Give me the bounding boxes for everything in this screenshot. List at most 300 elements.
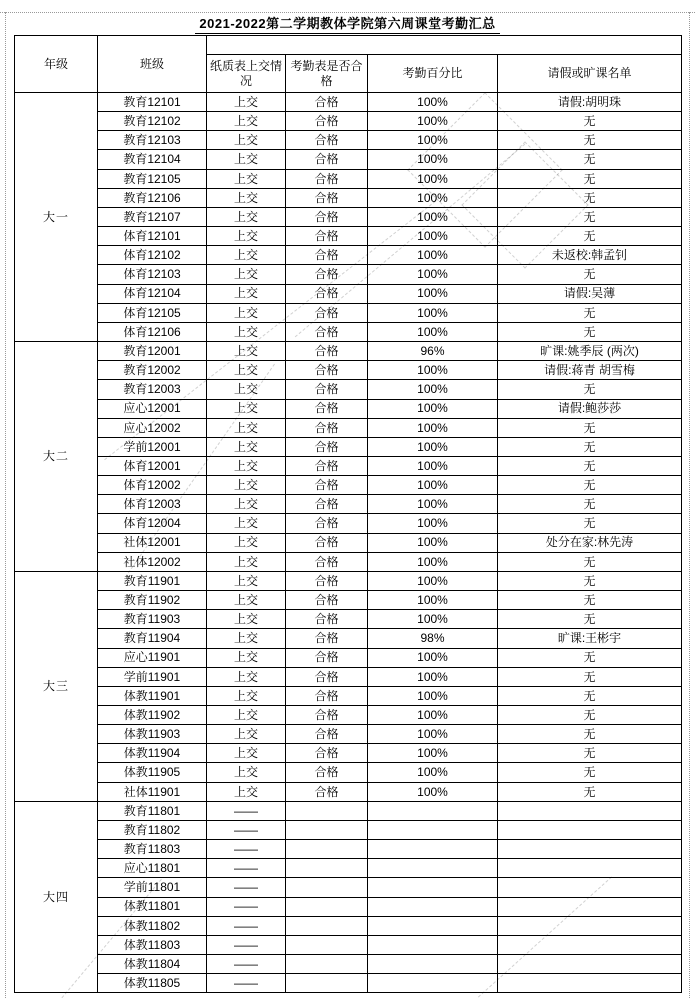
cell-paper-submission: 上交 <box>207 744 286 763</box>
table-row <box>15 380 682 399</box>
cell-percentage: 100% <box>368 361 498 380</box>
cell-leave-names: 无 <box>498 265 682 284</box>
table-row <box>15 686 682 705</box>
cell-class-name: 教育11901 <box>98 571 207 590</box>
cell-qualified: 合格 <box>286 361 368 380</box>
cell-class-name: 教育12002 <box>98 361 207 380</box>
cell-paper-submission: 上交 <box>207 533 286 552</box>
cell-paper-submission: 上交 <box>207 361 286 380</box>
cell-leave-names: 处分在家:林先涛 <box>498 533 682 552</box>
cell-qualified: 合格 <box>286 648 368 667</box>
title-bar <box>0 15 695 34</box>
cell-qualified <box>286 878 368 897</box>
cell-paper-submission: 上交 <box>207 552 286 571</box>
table-row <box>15 131 682 150</box>
cell-class-name: 教育11903 <box>98 610 207 629</box>
cell-paper-submission: 上交 <box>207 648 286 667</box>
cell-paper-submission: 上交 <box>207 322 286 341</box>
cell-qualified: 合格 <box>286 303 368 322</box>
table-row <box>15 456 682 475</box>
cell-leave-names: 无 <box>498 495 682 514</box>
cell-leave-names: 无 <box>498 418 682 437</box>
cell-leave-names: 无 <box>498 744 682 763</box>
cell-class-name: 体育12002 <box>98 476 207 495</box>
cell-qualified: 合格 <box>286 667 368 686</box>
cell-qualified: 合格 <box>286 533 368 552</box>
cell-paper-submission: 上交 <box>207 265 286 284</box>
cell-percentage: 100% <box>368 648 498 667</box>
cell-percentage <box>368 840 498 859</box>
cell-paper-submission: —— <box>207 955 286 974</box>
cell-percentage: 100% <box>368 782 498 801</box>
table-row <box>15 207 682 226</box>
table-row <box>15 955 682 974</box>
cell-percentage: 100% <box>368 93 498 112</box>
cell-paper-submission: —— <box>207 820 286 839</box>
cell-paper-submission: 上交 <box>207 476 286 495</box>
cell-paper-submission: 上交 <box>207 150 286 169</box>
cell-paper-submission: 上交 <box>207 169 286 188</box>
cell-leave-names: 无 <box>498 303 682 322</box>
cell-class-name: 体育12101 <box>98 227 207 246</box>
cell-paper-submission: 上交 <box>207 706 286 725</box>
table-row <box>15 284 682 303</box>
cell-paper-submission: —— <box>207 916 286 935</box>
cell-class-name: 教育11803 <box>98 840 207 859</box>
cell-leave-names: 未返校:韩孟钊 <box>498 246 682 265</box>
table-row <box>15 112 682 131</box>
table-row <box>15 820 682 839</box>
cell-percentage: 100% <box>368 725 498 744</box>
cell-class-name: 教育11802 <box>98 820 207 839</box>
cell-paper-submission: 上交 <box>207 207 286 226</box>
cell-percentage: 100% <box>368 322 498 341</box>
cell-leave-names <box>498 840 682 859</box>
cell-leave-names <box>498 801 682 820</box>
table-row <box>15 188 682 207</box>
cell-class-name: 教育12102 <box>98 112 207 131</box>
cell-leave-names <box>498 955 682 974</box>
cell-paper-submission: —— <box>207 840 286 859</box>
cell-percentage: 100% <box>368 169 498 188</box>
header-grade: 年级 <box>15 36 98 93</box>
table-row <box>15 744 682 763</box>
page-margin-right-guide <box>689 12 690 998</box>
cell-percentage: 96% <box>368 342 498 361</box>
header-class: 班级 <box>98 36 207 93</box>
table-row <box>15 840 682 859</box>
cell-paper-submission: 上交 <box>207 456 286 475</box>
cell-class-name: 体教11901 <box>98 686 207 705</box>
table-row <box>15 495 682 514</box>
cell-class-name: 教育12101 <box>98 93 207 112</box>
cell-paper-submission: —— <box>207 878 286 897</box>
cell-class-name: 体教11902 <box>98 706 207 725</box>
cell-leave-names: 请假:吴薄 <box>498 284 682 303</box>
cell-qualified: 合格 <box>286 112 368 131</box>
cell-percentage: 100% <box>368 207 498 226</box>
cell-qualified <box>286 916 368 935</box>
cell-leave-names: 无 <box>498 131 682 150</box>
cell-leave-names: 无 <box>498 476 682 495</box>
table-row <box>15 437 682 456</box>
table-row <box>15 763 682 782</box>
cell-paper-submission: 上交 <box>207 667 286 686</box>
cell-paper-submission: 上交 <box>207 629 286 648</box>
page-margin-top-guide <box>0 12 695 13</box>
cell-class-name: 教育12103 <box>98 131 207 150</box>
table-row <box>15 571 682 590</box>
table-row <box>15 974 682 993</box>
table-row <box>15 322 682 341</box>
cell-qualified: 合格 <box>286 246 368 265</box>
table-row <box>15 476 682 495</box>
table-row <box>15 265 682 284</box>
table-row <box>15 514 682 533</box>
cell-leave-names <box>498 974 682 993</box>
cell-class-name: 体育12004 <box>98 514 207 533</box>
cell-qualified: 合格 <box>286 188 368 207</box>
cell-percentage: 98% <box>368 629 498 648</box>
table-row <box>15 591 682 610</box>
cell-paper-submission: 上交 <box>207 342 286 361</box>
cell-paper-submission: 上交 <box>207 380 286 399</box>
cell-leave-names: 无 <box>498 188 682 207</box>
cell-paper-submission: —— <box>207 897 286 916</box>
cell-qualified: 合格 <box>286 399 368 418</box>
table-row <box>15 782 682 801</box>
table-row <box>15 801 682 820</box>
cell-percentage: 100% <box>368 495 498 514</box>
table-row <box>15 227 682 246</box>
cell-qualified: 合格 <box>286 284 368 303</box>
attendance-table <box>14 35 682 993</box>
cell-class-name: 教育12104 <box>98 150 207 169</box>
cell-percentage <box>368 878 498 897</box>
table-row <box>15 399 682 418</box>
cell-paper-submission: 上交 <box>207 610 286 629</box>
cell-percentage <box>368 916 498 935</box>
cell-qualified: 合格 <box>286 686 368 705</box>
cell-paper-submission: 上交 <box>207 188 286 207</box>
cell-percentage <box>368 859 498 878</box>
cell-leave-names: 无 <box>498 648 682 667</box>
header-leave-list: 请假或旷课名单 <box>498 55 682 93</box>
cell-qualified <box>286 840 368 859</box>
cell-paper-submission: 上交 <box>207 227 286 246</box>
cell-percentage <box>368 935 498 954</box>
cell-percentage <box>368 820 498 839</box>
cell-leave-names: 无 <box>498 437 682 456</box>
table-header <box>15 36 682 93</box>
cell-leave-names: 无 <box>498 112 682 131</box>
cell-qualified: 合格 <box>286 342 368 361</box>
cell-percentage: 100% <box>368 227 498 246</box>
cell-paper-submission: 上交 <box>207 763 286 782</box>
cell-paper-submission: 上交 <box>207 437 286 456</box>
cell-class-name: 社体12002 <box>98 552 207 571</box>
cell-leave-names: 请假:鲍莎莎 <box>498 399 682 418</box>
cell-class-name: 学前12001 <box>98 437 207 456</box>
cell-percentage: 100% <box>368 476 498 495</box>
cell-leave-names: 无 <box>498 667 682 686</box>
cell-class-name: 社体12001 <box>98 533 207 552</box>
cell-paper-submission: 上交 <box>207 418 286 437</box>
cell-qualified <box>286 820 368 839</box>
cell-qualified: 合格 <box>286 744 368 763</box>
cell-percentage <box>368 974 498 993</box>
cell-paper-submission: —— <box>207 859 286 878</box>
table-row <box>15 706 682 725</box>
cell-percentage: 100% <box>368 571 498 590</box>
cell-qualified: 合格 <box>286 265 368 284</box>
cell-percentage: 100% <box>368 265 498 284</box>
cell-class-name: 体教11803 <box>98 935 207 954</box>
cell-leave-names: 无 <box>498 150 682 169</box>
cell-leave-names: 无 <box>498 456 682 475</box>
cell-qualified <box>286 955 368 974</box>
cell-leave-names: 无 <box>498 169 682 188</box>
page-margin-left-guide <box>5 12 6 998</box>
cell-leave-names <box>498 916 682 935</box>
table-row <box>15 610 682 629</box>
cell-qualified: 合格 <box>286 591 368 610</box>
cell-class-name: 教育12003 <box>98 380 207 399</box>
cell-percentage: 100% <box>368 514 498 533</box>
grade-cell: 大三 <box>15 571 98 801</box>
cell-percentage: 100% <box>368 303 498 322</box>
cell-leave-names: 无 <box>498 514 682 533</box>
cell-class-name: 应心12001 <box>98 399 207 418</box>
cell-percentage: 100% <box>368 284 498 303</box>
cell-percentage: 100% <box>368 610 498 629</box>
cell-class-name: 体育12003 <box>98 495 207 514</box>
cell-paper-submission: 上交 <box>207 93 286 112</box>
cell-leave-names: 无 <box>498 322 682 341</box>
cell-class-name: 体育12001 <box>98 456 207 475</box>
cell-qualified <box>286 801 368 820</box>
cell-percentage: 100% <box>368 131 498 150</box>
cell-class-name: 体教11904 <box>98 744 207 763</box>
cell-qualified: 合格 <box>286 706 368 725</box>
table-row <box>15 533 682 552</box>
cell-paper-submission: 上交 <box>207 284 286 303</box>
cell-percentage: 100% <box>368 744 498 763</box>
cell-class-name: 体育12105 <box>98 303 207 322</box>
cell-qualified: 合格 <box>286 227 368 246</box>
cell-leave-names: 无 <box>498 706 682 725</box>
table-row <box>15 916 682 935</box>
cell-qualified: 合格 <box>286 514 368 533</box>
table-row <box>15 629 682 648</box>
cell-leave-names: 无 <box>498 227 682 246</box>
grade-cell: 大一 <box>15 93 98 342</box>
cell-class-name: 教育11904 <box>98 629 207 648</box>
cell-class-name: 体育12104 <box>98 284 207 303</box>
cell-percentage: 100% <box>368 667 498 686</box>
cell-paper-submission: —— <box>207 974 286 993</box>
cell-class-name: 教育11801 <box>98 801 207 820</box>
cell-paper-submission: —— <box>207 801 286 820</box>
cell-leave-names: 无 <box>498 207 682 226</box>
cell-paper-submission: 上交 <box>207 591 286 610</box>
cell-percentage: 100% <box>368 246 498 265</box>
cell-qualified: 合格 <box>286 418 368 437</box>
attendance-table-body <box>15 93 682 993</box>
cell-paper-submission: 上交 <box>207 571 286 590</box>
cell-leave-names: 无 <box>498 380 682 399</box>
cell-leave-names <box>498 878 682 897</box>
cell-qualified <box>286 897 368 916</box>
cell-class-name: 教育11902 <box>98 591 207 610</box>
cell-leave-names: 无 <box>498 591 682 610</box>
cell-leave-names: 无 <box>498 763 682 782</box>
cell-percentage: 100% <box>368 380 498 399</box>
cell-qualified: 合格 <box>286 571 368 590</box>
cell-qualified: 合格 <box>286 322 368 341</box>
cell-leave-names <box>498 820 682 839</box>
cell-qualified: 合格 <box>286 131 368 150</box>
cell-qualified: 合格 <box>286 552 368 571</box>
cell-class-name: 体育12102 <box>98 246 207 265</box>
cell-leave-names: 无 <box>498 571 682 590</box>
cell-percentage: 100% <box>368 686 498 705</box>
cell-percentage: 100% <box>368 456 498 475</box>
cell-paper-submission: 上交 <box>207 303 286 322</box>
cell-percentage: 100% <box>368 188 498 207</box>
cell-class-name: 体育12103 <box>98 265 207 284</box>
cell-class-name: 体育12106 <box>98 322 207 341</box>
table-row <box>15 150 682 169</box>
cell-class-name: 体教11804 <box>98 955 207 974</box>
cell-qualified: 合格 <box>286 725 368 744</box>
cell-paper-submission: 上交 <box>207 399 286 418</box>
cell-leave-names: 无 <box>498 686 682 705</box>
cell-paper-submission: 上交 <box>207 112 286 131</box>
cell-percentage: 100% <box>368 399 498 418</box>
cell-leave-names: 无 <box>498 552 682 571</box>
cell-paper-submission: —— <box>207 935 286 954</box>
table-row <box>15 169 682 188</box>
table-row <box>15 878 682 897</box>
cell-percentage <box>368 801 498 820</box>
header-qualified: 考勤表是否合格 <box>286 55 368 93</box>
cell-paper-submission: 上交 <box>207 686 286 705</box>
table-row <box>15 418 682 437</box>
cell-qualified <box>286 935 368 954</box>
cell-leave-names: 无 <box>498 782 682 801</box>
cell-paper-submission: 上交 <box>207 725 286 744</box>
cell-percentage <box>368 955 498 974</box>
page-title: 2021-2022第二学期教体学院第六周课堂考勤汇总 <box>195 15 499 34</box>
table-row <box>15 935 682 954</box>
cell-qualified: 合格 <box>286 207 368 226</box>
cell-percentage: 100% <box>368 552 498 571</box>
cell-class-name: 应心11901 <box>98 648 207 667</box>
cell-leave-names: 无 <box>498 725 682 744</box>
cell-leave-names: 请假:胡明珠 <box>498 93 682 112</box>
cell-leave-names: 旷课:王彬宇 <box>498 629 682 648</box>
cell-percentage: 100% <box>368 706 498 725</box>
cell-leave-names <box>498 859 682 878</box>
cell-class-name: 教育12001 <box>98 342 207 361</box>
grade-cell: 大四 <box>15 801 98 993</box>
cell-qualified: 合格 <box>286 437 368 456</box>
cell-class-name: 学前11801 <box>98 878 207 897</box>
cell-leave-names: 无 <box>498 610 682 629</box>
table-row <box>15 648 682 667</box>
table-row <box>15 93 682 112</box>
cell-leave-names: 旷课:姚季辰 (两次) <box>498 342 682 361</box>
cell-paper-submission: 上交 <box>207 246 286 265</box>
cell-class-name: 应心11801 <box>98 859 207 878</box>
cell-percentage: 100% <box>368 418 498 437</box>
cell-class-name: 体教11805 <box>98 974 207 993</box>
header-spacer-row <box>15 36 682 55</box>
table-row <box>15 859 682 878</box>
cell-class-name: 体教11905 <box>98 763 207 782</box>
header-spacer-cell <box>207 36 682 55</box>
table-row <box>15 725 682 744</box>
cell-paper-submission: 上交 <box>207 495 286 514</box>
cell-leave-names <box>498 897 682 916</box>
table-row <box>15 303 682 322</box>
cell-percentage: 100% <box>368 533 498 552</box>
cell-qualified: 合格 <box>286 476 368 495</box>
cell-class-name: 社体11901 <box>98 782 207 801</box>
table-row <box>15 552 682 571</box>
cell-percentage <box>368 897 498 916</box>
cell-qualified: 合格 <box>286 763 368 782</box>
cell-class-name: 体教11801 <box>98 897 207 916</box>
cell-percentage: 100% <box>368 150 498 169</box>
cell-qualified: 合格 <box>286 456 368 475</box>
cell-class-name: 教育12107 <box>98 207 207 226</box>
cell-paper-submission: 上交 <box>207 782 286 801</box>
table-row <box>15 342 682 361</box>
cell-leave-names: 请假:蒋青 胡雪梅 <box>498 361 682 380</box>
header-paper-submission: 纸质表上交情况 <box>207 55 286 93</box>
cell-qualified: 合格 <box>286 610 368 629</box>
cell-qualified <box>286 974 368 993</box>
cell-percentage: 100% <box>368 763 498 782</box>
cell-paper-submission: 上交 <box>207 131 286 150</box>
cell-percentage: 100% <box>368 437 498 456</box>
cell-leave-names <box>498 935 682 954</box>
cell-qualified: 合格 <box>286 495 368 514</box>
cell-qualified: 合格 <box>286 150 368 169</box>
cell-class-name: 教育12106 <box>98 188 207 207</box>
cell-paper-submission: 上交 <box>207 514 286 533</box>
table-row <box>15 897 682 916</box>
cell-class-name: 体教11903 <box>98 725 207 744</box>
cell-qualified: 合格 <box>286 93 368 112</box>
cell-qualified: 合格 <box>286 629 368 648</box>
cell-percentage: 100% <box>368 591 498 610</box>
cell-class-name: 教育12105 <box>98 169 207 188</box>
cell-qualified: 合格 <box>286 169 368 188</box>
cell-qualified: 合格 <box>286 782 368 801</box>
cell-class-name: 应心12002 <box>98 418 207 437</box>
grade-cell: 大二 <box>15 342 98 572</box>
table-row <box>15 667 682 686</box>
cell-class-name: 体教11802 <box>98 916 207 935</box>
cell-percentage: 100% <box>368 112 498 131</box>
cell-class-name: 学前11901 <box>98 667 207 686</box>
cell-qualified <box>286 859 368 878</box>
cell-qualified: 合格 <box>286 380 368 399</box>
table-row <box>15 361 682 380</box>
